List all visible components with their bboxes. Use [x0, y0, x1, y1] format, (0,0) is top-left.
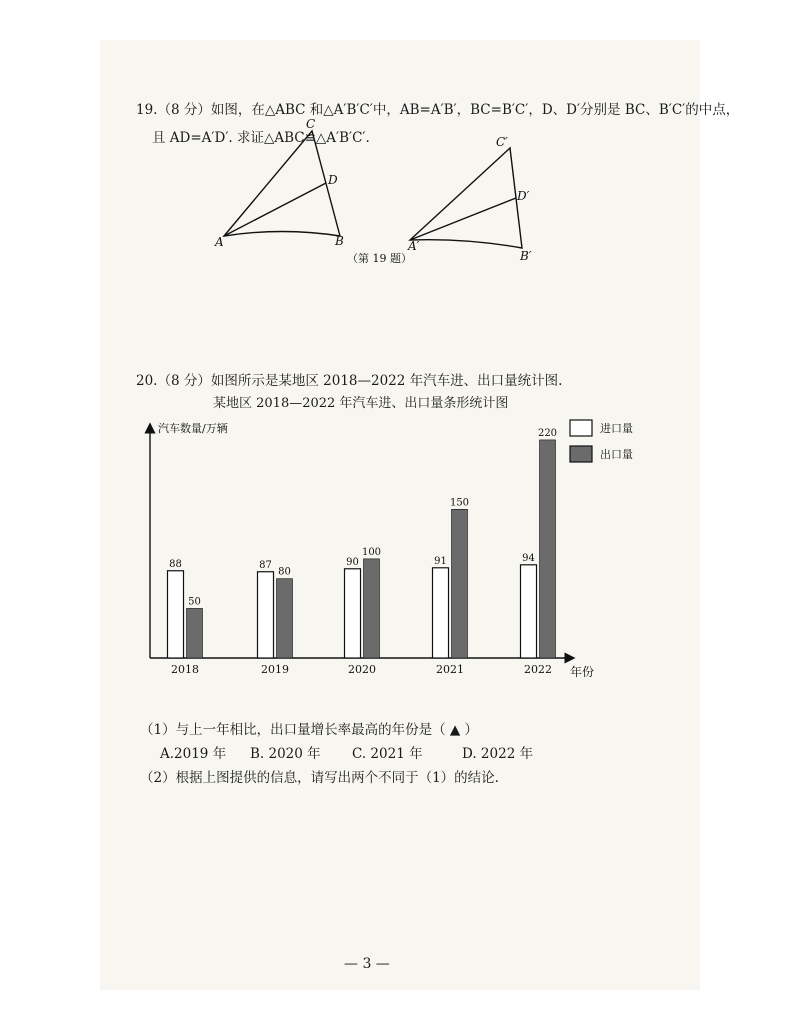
x-tick-2022: 2022 [524, 663, 552, 676]
q19-caption: （第 19 题） [347, 252, 412, 265]
data-label-import-2021: 91 [434, 555, 447, 567]
x-tick-2020: 2020 [348, 663, 376, 676]
data-label-export-2020: 100 [361, 546, 382, 558]
label-a2: A′ [408, 239, 420, 253]
label-b: B [335, 234, 344, 248]
data-label-export-2018: 50 [188, 596, 201, 608]
bar-import-2019 [258, 572, 274, 658]
data-label-export-2022: 220 [537, 427, 558, 439]
bar-export-2020 [364, 559, 380, 658]
x-tick-2021: 2021 [436, 663, 464, 676]
q19-figure [0, 0, 794, 300]
data-label-export-2021: 150 [449, 497, 470, 509]
q19-text-line2: 且 AD=A′D′. 求证△ABC≌△A′B′C′. [152, 130, 370, 146]
data-label-export-2019: 80 [278, 566, 291, 578]
label-c2: C′ [496, 135, 508, 149]
legend-swatch-import [570, 420, 592, 436]
bar-import-2020 [345, 569, 361, 658]
label-d: D [328, 173, 338, 187]
median-ad [224, 183, 326, 236]
chart-title: 某地区 2018—2022 年汽车进、出口量条形统计图 [213, 396, 509, 411]
legend-swatch-export [570, 446, 592, 462]
data-label-import-2022: 94 [522, 552, 535, 564]
data-label-import-2018: 88 [169, 558, 182, 570]
bar-import-2022 [521, 565, 537, 658]
bar-chart [140, 412, 680, 692]
legend-label-export: 出口量 [600, 448, 633, 461]
label-c: C [306, 117, 316, 131]
q20-sub2: （2）根据上图提供的信息，请写出两个不同于（1）的结论. [140, 770, 499, 786]
triangle-abc [224, 131, 340, 236]
data-label-import-2020: 90 [346, 556, 359, 568]
bar-export-2022 [540, 440, 556, 658]
page-number: — 3 — [344, 956, 390, 972]
option-c: C. 2021 年 [352, 746, 423, 762]
bar-export-2019 [277, 579, 293, 658]
x-tick-2018: 2018 [171, 663, 199, 676]
q20-intro: 20.（8 分）如图所示是某地区 2018—2022 年汽车进、出口量统计图. [136, 373, 563, 389]
x-axis-label: 年份 [570, 665, 595, 679]
label-a: A [215, 235, 224, 249]
q19-text-line1: 19.（8 分）如图，在△ABC 和△A′B′C′中，AB=A′B′，BC=B′C′，D、D′分别是 BC、B′C′的中点， [136, 102, 740, 118]
median-a2d2 [410, 198, 516, 240]
option-b: B. 2020 年 [250, 746, 321, 762]
data-label-import-2019: 87 [259, 559, 272, 571]
y-axis-label: 汽车数量/万辆 [158, 422, 228, 435]
bar-export-2021 [452, 509, 468, 658]
bar-import-2021 [433, 568, 449, 658]
option-a: A.2019 年 [160, 746, 227, 762]
q20-sub1: （1）与上一年相比，出口量增长率最高的年份是（ ▲ ） [140, 722, 479, 738]
label-b2: B′ [520, 249, 532, 263]
label-d2: D′ [517, 189, 530, 203]
option-d: D. 2022 年 [462, 746, 534, 762]
legend-label-import: 进口量 [600, 422, 633, 435]
bar-import-2018 [168, 571, 184, 658]
bar-export-2018 [187, 608, 203, 658]
x-tick-2019: 2019 [261, 663, 289, 676]
